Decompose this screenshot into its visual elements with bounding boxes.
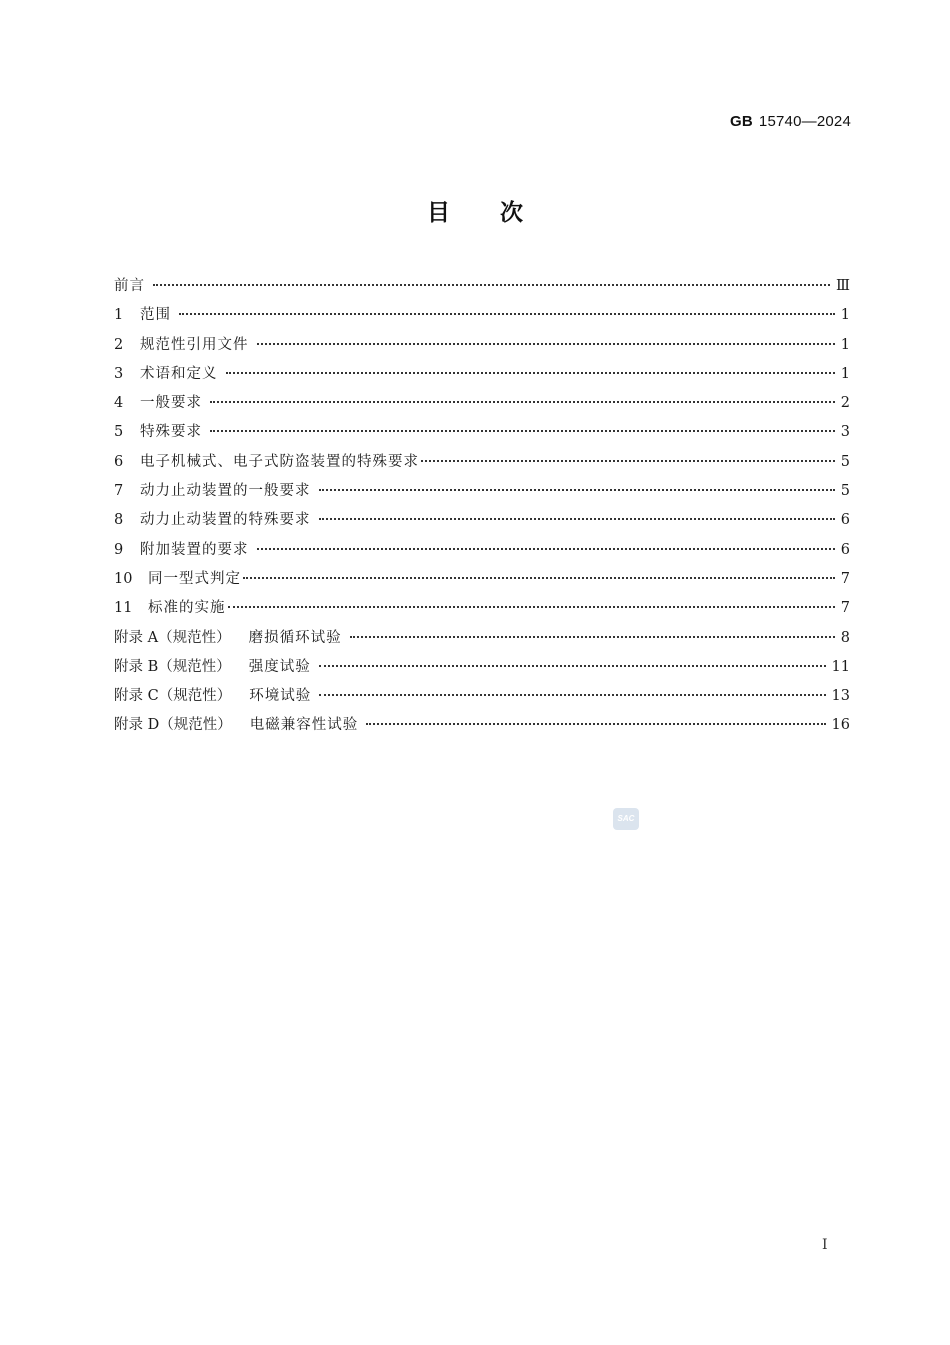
toc-entry-title: 电磁兼容性试验 [249, 717, 359, 734]
toc-entry-7[interactable] [114, 477, 850, 506]
toc-leader-dots [243, 576, 835, 579]
toc-leader-dots [257, 342, 835, 345]
toc-page-number: 5 [840, 453, 850, 470]
toc-entry-number: 2 [114, 336, 124, 353]
toc-entry-number: 5 [114, 424, 124, 441]
toc-entry-annex-d[interactable] [114, 711, 850, 740]
toc-entry-10[interactable] [114, 565, 850, 594]
toc-page-number: 13 [831, 688, 850, 705]
toc-leader-dots [210, 429, 835, 432]
toc-entry-5[interactable] [114, 418, 850, 447]
toc-leader-dots [421, 459, 835, 462]
toc-page-number: 16 [831, 717, 850, 734]
toc-leader-dots [257, 547, 835, 550]
toc-entry-title: 前言 [114, 278, 145, 294]
sac-watermark-logo: SAC [613, 808, 639, 830]
toc-leader-dots [153, 283, 830, 286]
toc-entry-number: 8 [114, 512, 124, 529]
toc-entry-title: 动力止动装置的特殊要求 [140, 512, 311, 529]
toc-page-number: Ⅲ [836, 278, 850, 294]
toc-page-number: 1 [840, 307, 850, 324]
toc-annex-label: 附录 B（规范性） [114, 658, 231, 675]
toc-entry-title: 标准的实施 [148, 600, 226, 617]
toc-page-number: 5 [840, 483, 850, 500]
toc-entry-annex-c[interactable] [114, 682, 850, 711]
standard-number-header [730, 113, 851, 130]
toc-entry-11[interactable] [114, 594, 850, 623]
standard-number: 15740—2024 [758, 113, 851, 130]
toc-page-number: 1 [840, 336, 850, 353]
toc-entry-number: 9 [114, 541, 124, 558]
toc-entry-number: 11 [114, 600, 133, 617]
toc-leader-dots [226, 371, 835, 374]
page-title: 目次 [427, 200, 573, 226]
toc-annex-label: 附录 A（规范性） [114, 629, 231, 646]
toc-entry-title: 范围 [140, 307, 171, 324]
toc-entry-annex-a[interactable] [114, 624, 850, 653]
toc-entry-title: 强度试验 [248, 658, 311, 675]
toc-page-number: 2 [840, 395, 850, 412]
toc-entry-6[interactable] [114, 448, 850, 477]
toc-entry-title: 附加装置的要求 [140, 541, 249, 558]
toc-annex-label: 附录 D（规范性） [114, 717, 232, 734]
toc-entry-title: 磨损循环试验 [248, 629, 342, 646]
toc-page-number: 7 [840, 600, 850, 617]
toc-entry-number: 7 [114, 483, 124, 500]
toc-page-number: 8 [840, 629, 850, 646]
toc-entry-title: 术语和定义 [140, 365, 218, 382]
toc-leader-dots [319, 517, 835, 520]
toc-entry-number: 6 [114, 453, 124, 470]
toc-leader-dots [210, 400, 835, 403]
toc-entry-title: 一般要求 [140, 395, 202, 412]
toc-leader-dots [319, 664, 826, 667]
toc-leader-dots [319, 488, 835, 491]
toc-entry-number: 1 [114, 307, 124, 324]
toc-entry-8[interactable] [114, 506, 850, 535]
toc-leader-dots [350, 635, 835, 638]
toc-page-number: 7 [840, 570, 850, 587]
toc-leader-dots [366, 722, 825, 725]
toc-entry-title: 电子机械式、电子式防盗装置的特殊要求 [140, 453, 419, 470]
toc-entry-foreword[interactable] [114, 272, 850, 301]
toc-entry-3[interactable] [114, 360, 850, 389]
toc-entry-title: 动力止动装置的一般要求 [140, 483, 311, 500]
toc-entry-annex-b[interactable] [114, 653, 850, 682]
toc-page-number: 1 [840, 365, 850, 382]
toc-page-number: 3 [840, 424, 850, 441]
toc-leader-dots [319, 693, 825, 696]
toc-entry-number: 3 [114, 365, 124, 382]
toc-entry-title: 同一型式判定 [148, 570, 241, 587]
toc-annex-label: 附录 C（规范性） [114, 688, 232, 705]
page-number: I [822, 1237, 828, 1253]
toc-page-number: 6 [840, 541, 850, 558]
standard-prefix: GB [730, 113, 753, 130]
toc-entry-2[interactable] [114, 331, 850, 360]
toc-entry-number: 10 [114, 570, 133, 587]
toc-page-number: 6 [840, 512, 850, 529]
toc-leader-dots [228, 605, 835, 608]
toc-entry-title: 规范性引用文件 [140, 336, 249, 353]
toc-page-number: 11 [831, 658, 850, 675]
toc-entry-title: 特殊要求 [140, 424, 202, 441]
table-of-contents [114, 272, 850, 741]
toc-entry-9[interactable] [114, 536, 850, 565]
toc-entry-1[interactable] [114, 301, 850, 330]
toc-entry-4[interactable] [114, 389, 850, 418]
toc-entry-title: 环境试验 [249, 688, 312, 705]
toc-leader-dots [179, 312, 835, 315]
toc-entry-number: 4 [114, 395, 124, 412]
